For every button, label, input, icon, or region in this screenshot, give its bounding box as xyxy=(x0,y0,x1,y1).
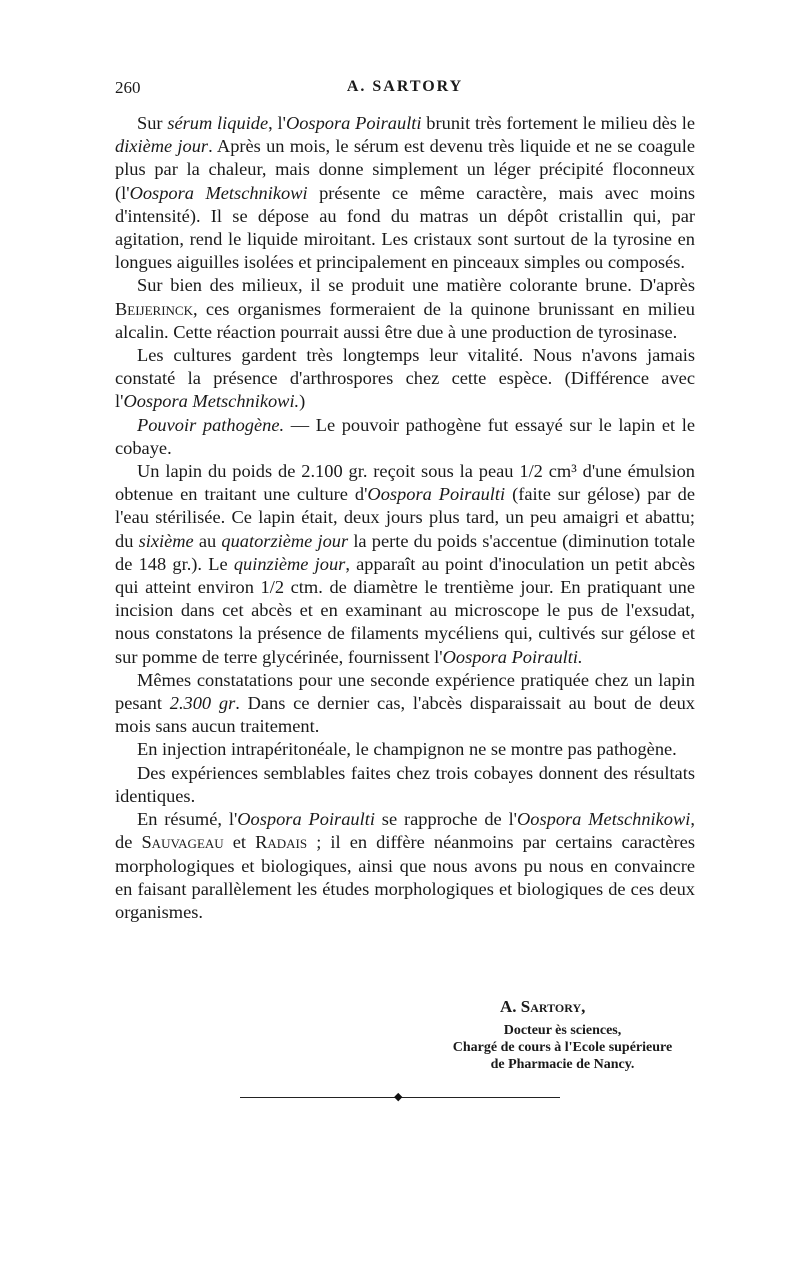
italic-text: Oospora Metschnikowi xyxy=(517,809,691,830)
author-institution: de Pharmacie de Nancy. xyxy=(490,1057,635,1072)
text-run: ; il en diffère néanmoins par certains caractères morphologiques et biologiques, ainsi que nous avons pu nous en convaincre en faisant parallèlement les études morphologiques et biologiques de ces deux organismes. xyxy=(115,832,695,922)
text-run: au xyxy=(193,530,222,551)
text-run: se rapproche de l' xyxy=(374,809,517,830)
paragraph xyxy=(115,112,695,274)
signature-block xyxy=(425,996,700,1073)
author-name xyxy=(500,996,700,1018)
paragraph xyxy=(115,414,695,460)
text-run: Les cultures gardent très longtemps leur vitalité. Nous n'avons jamais constaté la présence d'arthrospores chez cette espèce. (Différence avec l' xyxy=(115,345,695,412)
italic-text: Oospora Metschnikowi xyxy=(129,182,308,203)
author-reference: Radais xyxy=(255,832,308,853)
paragraph xyxy=(115,738,695,761)
text-run: . Après un mois, le sérum est devenu très liquide et ne se coagule plus par la chaleur, mais donne simplement un léger précipité floconneux (l' xyxy=(115,136,695,203)
italic-text: sixième xyxy=(138,530,194,551)
text-run: présente ce même caractère, mais avec moins d'intensité). Il se dépose au fond du matras un dépôt cristallin qui, par agitation, rend le liquide miroitant. Les cristaux sont surtout de la tyrosine en longues aiguilles isolées et principalement en pinceaux simples ou composés. xyxy=(115,182,695,273)
text-run: , apparaît au point d'inoculation un petit abcès qui atteint environ 1/2 ctm. de diamètre le trentième jour. En pratiquant une incision dans cet abcès et en examinant au microscope le pus de l'exsudat, nous constatons la présence de filaments mycéliens qui, cultivés sur gélose et sur pomme de terre glycérinée, fournissent l' xyxy=(115,553,696,667)
paragraph xyxy=(115,274,695,344)
end-ornament: ◆ xyxy=(394,1091,403,1103)
text-run: En injection intrapéritonéale, le champignon ne se montre pas pathogène. xyxy=(137,739,677,760)
text-run: (faite sur gélose) par de l'eau stérilisée. Ce lapin était, deux jours plus tard, un peu amaigri et abattu; du xyxy=(115,484,695,551)
author-reference: Sauvageau xyxy=(141,832,224,853)
text-run: — Le pouvoir pathogène fut essayé sur le lapin et le cobaye. xyxy=(115,414,695,458)
author-initial: A. xyxy=(500,997,521,1016)
italic-text: Oospora Poiraulti. xyxy=(442,646,583,667)
text-run: , l' xyxy=(268,113,286,133)
italic-text: sérum liquide xyxy=(167,113,269,133)
italic-text: quatorzième jour xyxy=(221,530,349,551)
text-run: brunit très fortement le milieu dès le xyxy=(421,113,695,133)
italic-text: Oospora Poiraulti xyxy=(285,113,422,133)
text-run: Des expériences semblables faites chez trois cobayes donnent des résultats identiques. xyxy=(115,762,695,806)
italic-text: quinzième jour xyxy=(233,553,346,574)
text-run: Sur bien des milieux, il se produit une matière colorante brune. D'après xyxy=(137,275,695,296)
text-run: , ces organismes formeraient de la quinone brunissant en milieu alcalin. Cette réaction pourrait aussi être due à une production de tyrosinase. xyxy=(115,298,695,342)
author-reference: Beijerinck xyxy=(115,298,193,319)
author-title: Docteur ès sciences, xyxy=(503,1023,622,1038)
page-number: 260 xyxy=(115,78,141,97)
running-head: A. SARTORY xyxy=(346,78,464,95)
italic-text: Pouvoir pathogène. xyxy=(137,414,285,435)
paragraph xyxy=(115,808,695,924)
text-run: . Dans ce dernier cas, l'abcès disparaissait au bout de deux mois sans aucun traitement. xyxy=(115,693,695,737)
text-run: et xyxy=(223,832,256,853)
text-run: Sur xyxy=(137,113,168,133)
text-run: la perte du poids s'accentue (diminution totale de 148 gr.). Le xyxy=(115,530,696,574)
author-surname: Sartory, xyxy=(520,997,586,1016)
paragraph xyxy=(115,762,695,808)
text-run: Un lapin du poids de 2.100 gr. reçoit sous la peau 1/2 cm³ d'une émulsion obtenue en traitant une culture d' xyxy=(115,461,695,505)
paragraph xyxy=(115,460,695,669)
author-position: Chargé de cours à l'Ecole supérieure xyxy=(452,1040,673,1055)
article-body xyxy=(115,112,695,924)
italic-text: Oospora Poiraulti xyxy=(367,484,506,505)
italic-text: Oospora Metschnikowi. xyxy=(123,391,300,412)
italic-text: Oospora Poiraulti xyxy=(237,809,375,830)
page-header xyxy=(115,78,695,102)
text-run: , de xyxy=(115,809,695,853)
italic-text: 2.300 gr xyxy=(169,693,236,714)
text-run: ) xyxy=(299,391,306,412)
italic-text: dixième jour xyxy=(115,136,209,157)
paragraph xyxy=(115,669,695,739)
text-run: Mêmes constatations pour une seconde expérience pratiquée chez un lapin pesant xyxy=(115,669,695,714)
text-run: En résumé, l' xyxy=(137,809,238,830)
paragraph xyxy=(115,344,695,414)
